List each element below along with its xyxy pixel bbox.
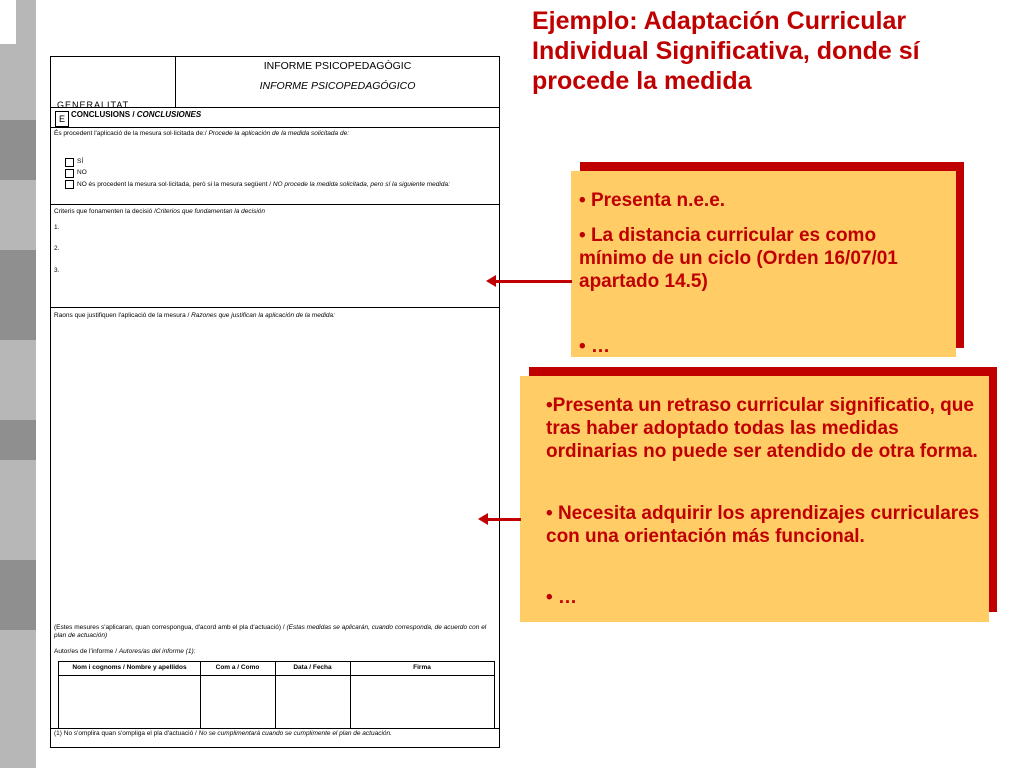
- criteria-number: 3.: [54, 267, 60, 274]
- criteria-number: 2.: [54, 245, 60, 252]
- criteria-number: 1.: [54, 224, 60, 231]
- note-plan-ca: (Estes mesures s'aplicaran, quan correspongua, d'acord amb el pla d'actuació) /: [54, 624, 287, 631]
- divider: [51, 728, 499, 729]
- slide-title: Ejemplo: Adaptación Curricular Individual Significativa, donde sí procede la medida: [532, 7, 920, 95]
- question-ca: És procedent l'aplicació de la mesura sol·licitada de:/: [54, 130, 209, 137]
- authors-ca: Autor/es de l'informe /: [54, 648, 119, 655]
- table-header: Com a / Como: [200, 662, 275, 676]
- note-plan-es: (Estas medidas se aplicarán, cuando corresponda, de acuerdo con el plan de actuación): [54, 624, 487, 639]
- org-name: GENERALITAT: [57, 101, 130, 107]
- bullet-text: Presenta n.e.e.: [590, 190, 726, 211]
- footnote-es: No se cumplimentará cuando se cumplimente el plan de actuación.: [198, 730, 392, 737]
- bullet-text: …: [557, 587, 577, 608]
- section-title-es: CONCLUSIONES: [136, 110, 202, 119]
- bullet-text: Necesita adquirir los aprendizajes curriculares con una orientación más funcional.: [546, 503, 980, 547]
- signature-table: [58, 661, 495, 729]
- strip-shape: [0, 250, 36, 340]
- option-no-label: NO: [77, 169, 87, 176]
- option-other-ca: NO és procedent la mesura sol·licitada, però si la mesura següent /: [77, 181, 273, 188]
- form-header: [176, 57, 499, 107]
- divider: [51, 307, 499, 308]
- footnote-ca: (1) No s'omplira quan s'ompliga el pla d'actuació /: [54, 730, 199, 737]
- table-header: Nom i cognoms / Nombre y apellidos: [59, 662, 200, 676]
- authors-es: Autores/as del informe (1):: [118, 648, 196, 655]
- divider: [51, 204, 499, 205]
- bullet-text: Presenta un retraso curricular significatio, que tras haber adoptado todas las medidas ordinarias no puede ser atendido de otra forma.: [546, 395, 978, 462]
- table-header: Data / Fecha: [275, 662, 350, 676]
- callout-bullet: •Presenta un retraso curricular significatio, que tras haber adoptado todas las medidas ordinarias no puede ser atendido de otra forma.: [546, 395, 978, 462]
- arrow-line: [488, 518, 521, 521]
- option-other-label: [77, 181, 450, 188]
- strip-shape: [0, 420, 36, 460]
- criteria-ca: Criteris que fonamenten la decisió /: [54, 208, 156, 215]
- strip-notch: [0, 0, 16, 44]
- reasons-label: [54, 312, 335, 319]
- question-es: Procede la aplicación de la medida solicitada de:: [208, 130, 349, 137]
- callout-reasons: [520, 376, 989, 622]
- strip-shape: [0, 560, 36, 630]
- callout-bullet: • Presenta n.e.e.: [579, 190, 726, 211]
- header-title-ca: INFORME PSICOPEDAGÒGIC: [263, 60, 412, 72]
- divider: [51, 107, 499, 108]
- strip-shape: [0, 120, 36, 180]
- arrow-line: [496, 280, 572, 283]
- section-title: [71, 110, 201, 119]
- bullet-text: La distancia curricular es como mínimo de un ciclo (Orden 16/07/01 apartado 14.5): [579, 225, 898, 292]
- question-measure: [54, 130, 349, 137]
- reasons-ca: Raons que justifiquen l'aplicació de la mesura /: [54, 312, 192, 319]
- decorative-side-strip: [0, 0, 36, 768]
- arrow-left-icon: [478, 513, 488, 525]
- divider: [51, 127, 499, 128]
- table-divider: [275, 662, 276, 728]
- table-header: Firma: [350, 662, 494, 676]
- arrow-left-icon: [486, 275, 496, 287]
- footnote: [54, 730, 392, 737]
- table-divider: [200, 662, 201, 728]
- psychopedagogical-report-form: [50, 56, 500, 748]
- checkbox-no[interactable]: [65, 169, 74, 178]
- bullet-text: …: [590, 336, 610, 357]
- criteria-label: [54, 208, 265, 215]
- callout-bullet: • La distancia curricular es como mínimo de un ciclo (Orden 16/07/01 apartado 14.5): [579, 225, 898, 292]
- reasons-es: Razones que justifican la aplicación de la medida:: [191, 312, 335, 319]
- checkbox-si[interactable]: [65, 158, 74, 167]
- section-title-ca: CONCLUSIONS /: [71, 110, 137, 119]
- callout-bullet: • Necesita adquirir los aprendizajes curriculares con una orientación más funcional.: [546, 503, 980, 547]
- form-logo-area: [51, 57, 176, 107]
- option-si-label: SÍ: [77, 158, 84, 165]
- table-divider: [350, 662, 351, 728]
- checkbox-other-measure[interactable]: [65, 180, 74, 189]
- authors-label: [54, 648, 195, 655]
- callout-criteria: [571, 171, 956, 357]
- note-plan: [54, 624, 494, 640]
- criteria-es: Criterios que fundamentan la decisión: [155, 208, 266, 215]
- header-title-es: INFORME PSICOPEDAGÓGICO: [259, 80, 416, 92]
- section-letter: E: [55, 111, 69, 127]
- option-other-es: NO procede la medida solicitada, pero sí la siguiente medida:: [272, 181, 450, 188]
- callout-bullet: • …: [546, 587, 577, 608]
- callout-bullet: • …: [579, 336, 610, 357]
